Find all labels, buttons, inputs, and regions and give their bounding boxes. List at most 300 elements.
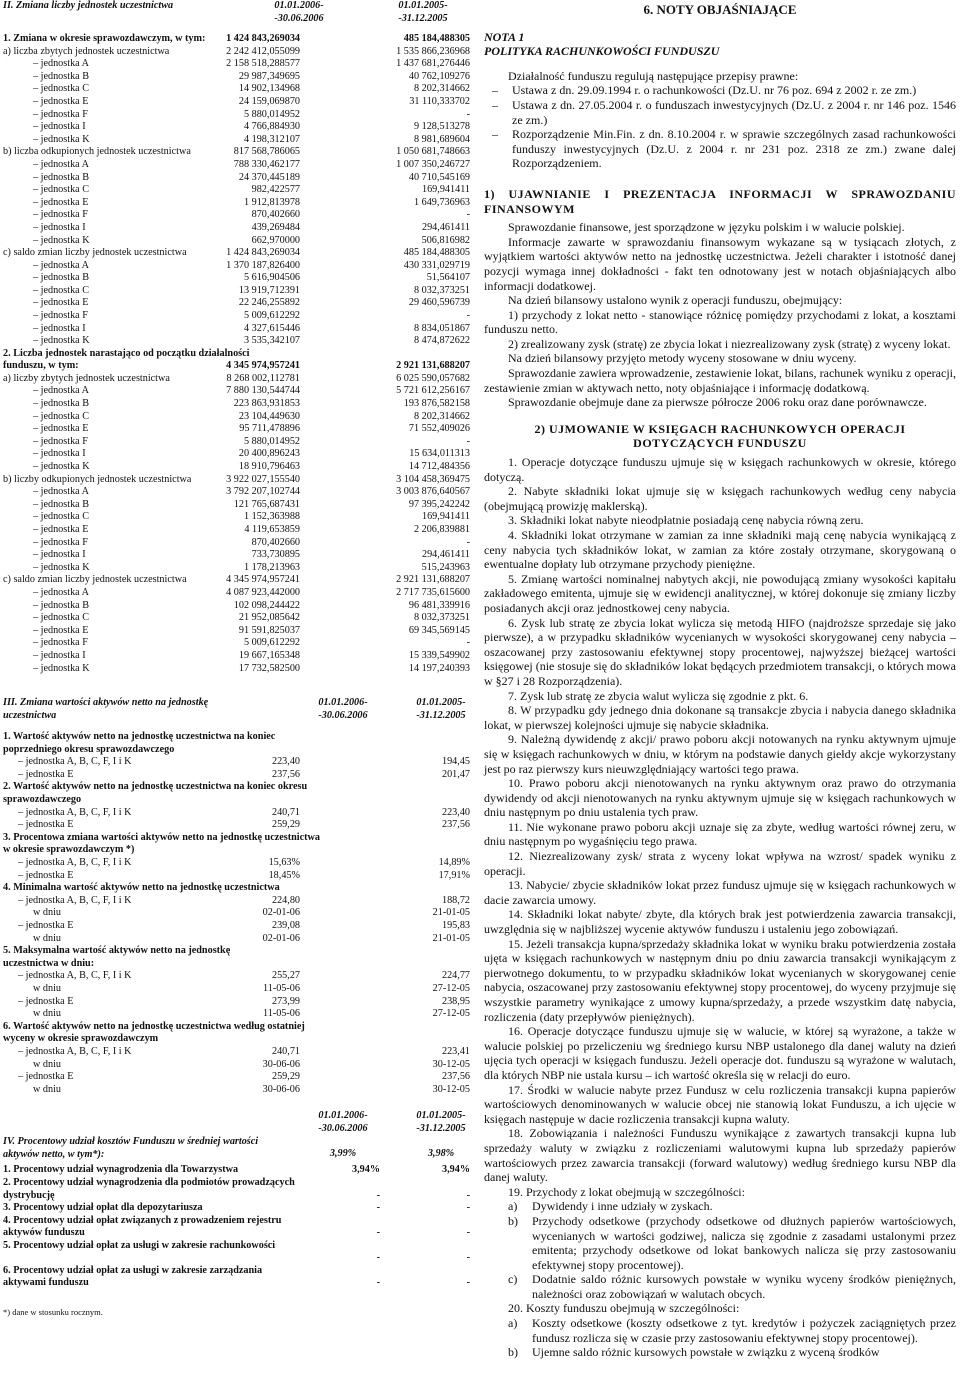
cell-v2: 515,243963	[421, 561, 470, 573]
table-row	[3, 209, 470, 222]
table-row	[3, 1240, 470, 1265]
paragraph: Na dzień bilansowy ustalono wynik z operacji funduszu, obejmujący:	[508, 293, 843, 308]
cell-v2: 1 007 350,246727	[396, 158, 470, 170]
g1b-v1: 817 568,786065	[233, 146, 300, 158]
cell-v2: 223,41	[441, 1045, 470, 1057]
g1b-row	[3, 146, 470, 159]
g1a-rows	[3, 58, 470, 146]
cell-v2: 294,461411	[421, 549, 470, 561]
paragraph: Sprawozdanie zawiera wprowadzenie, zestawienie lokat, bilans, rachunek wyniku z operacji, zestawienie zmian w aktywach netto, noty objaśniające i informację dodatkową.	[484, 366, 956, 395]
g2b-rows	[3, 486, 470, 574]
cell-v2: 14 712,484356	[408, 461, 470, 472]
g1a-label: a) liczba zbytych jednostek uczestnictwa	[3, 45, 170, 57]
table-row	[3, 983, 470, 996]
cell-v2: 69 345,569145	[408, 624, 470, 636]
list-item: – Ustawa z dn. 29.09.1994 r. o rachunkowości (Dz.U. nr 76 poz. 694 z 2002 r. ze zm.)	[484, 83, 956, 98]
cell-v2: 237,56	[441, 1071, 470, 1083]
section-iv-col1: 01.01.2006- -30.06.2006	[318, 1110, 368, 1134]
paragraph: 10. Prawo poboru akcji nienotowanych na rynku aktywnym oraz prawo do otrzymania dywidendy od akcji nienotowanych na rynku aktywnym ujmuje się w księgach rachunkowych w dniu następnym po dniu ustalenia tych praw.	[484, 776, 956, 820]
cell-lbl: – jednostka B	[33, 398, 89, 411]
table-row	[3, 411, 470, 424]
cell-lbl: – jednostka E	[18, 870, 73, 883]
g2a-label: a) liczby zbytych jednostek uczestnictwa	[3, 372, 170, 384]
cell-lbl: – jednostka K	[33, 562, 90, 575]
cell-v1: 239,08	[271, 920, 300, 931]
cell-v1: 259,29	[271, 819, 300, 831]
cell-v2: -	[466, 637, 470, 649]
cell-v2: 30-12-05	[432, 1083, 470, 1095]
cell-v2: -	[466, 1277, 470, 1289]
cell-v1: 788 330,462177	[233, 158, 300, 170]
g2c-row	[3, 574, 470, 587]
table-row	[3, 310, 470, 323]
list-text: Dodatnie saldo różnic kursowych powstałe w wyniku wyceny środków pieniężnych, należności oraz zobowiązań w walutach obcych.	[532, 1272, 956, 1301]
g2a-row	[3, 373, 470, 386]
g1b-v2: 1 050 681,748663	[396, 146, 470, 158]
g1c-row	[3, 247, 470, 260]
laws-list	[484, 83, 956, 171]
cell-v1: 18,45%	[268, 869, 300, 881]
paragraph: 5. Zmianę wartości nominalnej nabytych akcji, nie powodującą zmiany wysokości kapitału zakładowego emitenta, ujmuje się w ewidencji analitycznej, w której dokonuje się zmiany liczby posiadanych akcji oraz jednostkowej ceny nabycia.	[484, 571, 956, 615]
paragraph: 17. Środki w walucie nabyte przez Fundusz w celu rozliczenia transakcji kupna papierów wartościowych denominowanych w walucie obcej nie stanowią lokat Funduszu, a ich ujęcie w księgach następuje w dacie rozliczenia transakcji kupna waluty.	[484, 1082, 956, 1126]
cell-v2: 8 032,373251	[413, 612, 470, 624]
cell-lbl: – jednostka I	[33, 650, 86, 663]
table-row	[3, 756, 470, 769]
section-iii-header	[3, 697, 470, 725]
g2b-v1: 3 922 027,155540	[226, 473, 300, 485]
list-item: – Rozporządzenie Min.Fin. z dn. 8.10.2004 r. w sprawie szczególnych zasad rachunkowości funduszy inwestycyjnych (Dz.U. z 2004 r. nr 231 poz. 2318 ze zm.) zwane dalej Rozporządzeniem.	[484, 127, 956, 171]
table-row	[3, 461, 470, 474]
cell-lbl: – jednostka B	[33, 272, 89, 285]
cell-lbl: – jednostka B	[33, 600, 89, 613]
intro-text: Działalność funduszu regulują następujące przepisy prawne:	[508, 68, 799, 83]
cell-lbl: – jednostka A, B, C, F, I i K	[18, 895, 132, 908]
cell-v2: 193 876,582158	[403, 398, 470, 410]
nota-title: POLITYKA RACHUNKOWOŚCI FUNDUSZU	[484, 44, 720, 59]
cell-v2: 71 552,409026	[408, 423, 470, 435]
list-marker: a)	[508, 1316, 518, 1331]
list-item	[484, 1214, 956, 1272]
cell-lbl: w dniu	[33, 982, 62, 994]
section-ii-title: II. Zmiana liczby jednostek uczestnictwa	[3, 0, 174, 11]
cell-v1: 259,29	[271, 1071, 300, 1083]
cell-lbl: – jednostka C	[33, 411, 89, 424]
nota-label: NOTA 1	[484, 29, 525, 44]
cell-v2: 15 634,011313	[409, 448, 470, 460]
cell-v1: 02-01-06	[262, 907, 300, 919]
cell-v1: 870,402660	[251, 209, 300, 221]
paragraph: 6. Zysk lub stratę ze zbycia lokat wylicza się metodą HIFO (najdroższe sprzedaje się jako pierwsze), a w przypadku składników wycenianych w wysokości skorygowanej ceny nabycia – oszacowanej przy zastosowaniu efektywnej stopy procentowej, najwyższej bieżącej wartości księgowej (nie stosuje się do składników lokat będących przedmiotem transakcji, o których mowa w §27 i 28 Rozporządzenia).	[484, 615, 956, 688]
table-row	[3, 996, 470, 1009]
s3-4-title: 4. Minimalna wartość aktywów netto na jednostkę uczestnictwa	[3, 882, 280, 894]
cell-v1: 13 919,712391	[238, 284, 300, 296]
paragraph: 2. Nabyte składniki lokat ujmuje się w księgach rachunkowych według ceny nabycia (obejmującą prowizję maklerską).	[484, 484, 956, 513]
cell-lbl: w dniu	[33, 932, 62, 944]
s3-3-rows	[3, 857, 470, 882]
table-row	[3, 1215, 470, 1240]
left-column	[3, 0, 470, 1318]
cell-v1: -	[376, 1252, 380, 1264]
cell-v1: 224,80	[271, 894, 300, 906]
cell-v2: 188,72	[441, 894, 470, 906]
table-row	[3, 857, 470, 870]
cell-v1: 2 158 518,288577	[226, 58, 300, 70]
cell-v1: 4 327,615446	[243, 322, 300, 334]
paragraph: 4. Składniki lokat otrzymane w zamian za inne składniki mają cenę nabycia wynikającą z ceny nabycia tych składników lokat, w zamian za które zostały otrzymane, skorygowaną o ewentualne dopłaty lub otrzymane przychody pieniężne.	[484, 528, 956, 572]
cell-v2: -	[466, 1227, 470, 1239]
cell-v2: 201,47	[441, 768, 470, 780]
section-iv-v1: 3,99%	[329, 1148, 357, 1160]
cell-v1: 21 952,085642	[238, 612, 300, 624]
cell-lbl: – jednostka E	[18, 819, 73, 832]
cell-lbl: – jednostka E	[18, 920, 73, 933]
cell-v2: 506,816982	[421, 234, 470, 246]
cell-lbl: – jednostka A	[33, 159, 89, 172]
period-2006-header: 01.01.2006- -30.06.2006	[274, 0, 324, 24]
cell-v2: 40 762,109276	[408, 70, 470, 82]
cell-v1: 19 667,165348	[238, 649, 300, 661]
list-marker: b)	[508, 1213, 518, 1228]
cell-lbl: – jednostka A	[33, 587, 89, 600]
g2c-v1: 4 345 974,957241	[226, 574, 300, 586]
cell-v1: 22 246,255892	[238, 297, 300, 309]
g2b-row	[3, 474, 470, 487]
cell-v1: 240,71	[271, 806, 300, 818]
cell-v2: 2 717 735,615600	[396, 586, 470, 598]
paragraph: 15. Jeżeli transakcja kupna/sprzedaży składnika lokat w wyniku braku potwierdzenia została ujęta w księgach rachunkowych w następnym dniu po dniu zawarcia transakcji wynikającym z pierwotnego dokumentu, to w przypadku składników lokat wycenianych w skorygowanej cenie nabycia, oszacowanej przy zastosowaniu efektywnej stopy procentowej, do wyceny przyjmuje się wszystkie parametry wynikające z umowy kupna/sprzedaży, a przede wszystkim datę nabycia, rozliczenia (daty przepływów pieniężnych).	[484, 936, 956, 1024]
cell-v2: 3 003 876,640567	[396, 486, 470, 498]
table-row	[3, 423, 470, 436]
cell-lbl: – jednostka A	[33, 260, 89, 273]
group1-v1: 1 424 843,269034	[226, 33, 300, 44]
cell-v1: 4 198,312107	[243, 133, 300, 145]
group1-v2: 485 184,488305	[403, 33, 470, 44]
paragraph: 14. Składniki lokat nabyte/ zbyte, dla których brak jest potwierdzenia zawarcia transakcji, uwzględnia się w najbliższej wycenie aktywów funduszu i ustaleniu jego zobowiązań.	[484, 907, 956, 937]
period-2005-header: 01.01.2005- -31.12.2005	[398, 0, 448, 24]
cell-v1: 30-06-06	[262, 1058, 300, 1070]
cell-lbl: – jednostka C	[33, 285, 89, 298]
cell-lbl: – jednostka I	[33, 323, 86, 336]
paragraph: 7. Zysk lub stratę ze zbycia walut wylicza się zgodnie z pkt. 6.	[508, 688, 809, 703]
cell-v1: -	[376, 1189, 380, 1201]
cell-v1: 4 087 923,442000	[226, 586, 300, 598]
cell-v2: 5 721 612,256167	[396, 385, 470, 397]
cell-v1: 11-05-06	[263, 1008, 300, 1020]
list-item	[484, 1199, 956, 1214]
cell-lbl: – jednostka F	[33, 209, 88, 222]
g2b-label: b) liczby odkupionych jednostek uczestnictwa	[3, 473, 192, 485]
group1-title: 1. Zmiana w okresie sprawozdawczym, w tym:	[3, 33, 206, 44]
cell-lbl: – jednostka B	[33, 71, 89, 84]
item-20-list	[484, 1316, 956, 1360]
cell-lbl: – jednostka A	[33, 385, 89, 398]
cell-v2: 8 834,051867	[413, 322, 470, 334]
g1b-label: b) liczba odkupionych jednostek uczestnictwa	[3, 146, 191, 158]
table-row	[3, 197, 470, 210]
paragraph: Informacje zawarte w sprawozdaniu finansowym wykazane są w tysiącach złotych, z wyjątkiem wartości aktywów netto na jednostkę uczestnictwa. Jeżeli charakter i istotność danej pozycji wymaga innej dokładności - fakt ten odnotowany jest w notach objaśniających albo informacji dodatkowej.	[484, 234, 956, 293]
cell-v1: 5 616,904506	[243, 272, 300, 284]
cell-lbl: – jednostka A, B, C, F, I i K	[18, 857, 132, 870]
cell-lbl: – jednostka E	[18, 1071, 73, 1084]
cell-lbl: – jednostka E	[33, 423, 88, 436]
table-row	[3, 222, 470, 235]
cell-lbl: – jednostka A, B, C, F, I i K	[18, 756, 132, 769]
cell-lbl: 2. Procentowy udział wynagrodzenia dla podmiotów prowadzących dystrybucję	[3, 1176, 295, 1201]
cell-v1: 5 880,014952	[243, 435, 300, 447]
paragraph: 1) przychody z lokat netto - stanowiące różnicę pomiędzy przychodami z lokat, a kosztami funduszu netto.	[484, 307, 956, 337]
paragraph: 11. Nie wykonane prawo poboru akcji uznaje się za zbyte, według wartości równej zeru, w dniu następnym po wygaśnięciu tego prawa.	[484, 819, 956, 849]
table-row	[3, 235, 470, 248]
cell-v2: 8 032,373251	[413, 284, 470, 296]
paragraph: 13. Nabycie/ zbycie składników lokat przez fundusz ujmuje się w księgach rachunkowych w dacie zawarcia umowy.	[484, 878, 956, 907]
table-row	[3, 1046, 470, 1059]
cell-lbl: 1. Procentowy udział wynagrodzenia dla Towarzystwa	[3, 1164, 239, 1176]
s3-2-rows	[3, 807, 470, 832]
cell-v2: 40 710,545169	[408, 171, 470, 183]
cell-v2: 1 649,736963	[413, 196, 470, 208]
cell-v2: 21-01-05	[432, 932, 470, 944]
section-iii-col2: 01.01.2005- -31.12.2005	[416, 697, 466, 721]
cell-v2: -	[466, 1252, 470, 1264]
cell-v1: 223 863,931853	[233, 398, 300, 410]
cell-v2: 14 197,240393	[408, 662, 470, 674]
list-text: Przychody odsetkowe (przychody odsetkowe od dłużnych papierów wartościowych, wycenianych w wartości godziwej, nalicza się zgodnie z zasadami ustalonymi przez emitenta; przychody odsetkowe od lokat bankowych nalicza się przy zastosowaniu efektywnej stopy procentowej).	[532, 1213, 956, 1272]
paragraph: Sprawozdanie finansowe, jest sporządzone w języku polskim i w walucie polskiej.	[508, 220, 905, 235]
cell-v2: -	[466, 1189, 470, 1201]
cell-lbl: – jednostka K	[33, 134, 90, 147]
g2a-v2: 6 025 590,057682	[396, 372, 470, 384]
cell-v2: 30-12-05	[432, 1058, 470, 1070]
cell-v1: 5 009,612292	[243, 637, 300, 649]
cell-v1: 223,40	[271, 756, 300, 768]
table-row	[3, 612, 470, 625]
item-20: 20. Koszty funduszu obejmują w szczególności:	[508, 1301, 740, 1316]
s3-1-rows	[3, 756, 470, 781]
table-row	[3, 819, 470, 832]
table-row	[3, 172, 470, 185]
table-row	[3, 184, 470, 197]
cell-v1: 982,422577	[251, 184, 300, 196]
list-item	[484, 1316, 956, 1345]
paragraph: 16. Operacje dotyczące funduszu ujmuje się w walucie, w której są wyrażone, a także w walucie polskiej po przeliczeniu wg średniego kursu NBP ustalonego dla danej waluty na dzień ujęcia tych operacji w księgach funduszu. Jeżeli operacje dot. funduszu są wyrażone w walutach, dla których NBP nie ustala kursu – ich wartość określa się w relacji do euro.	[484, 1024, 956, 1082]
cell-lbl: 3. Procentowy udział opłat dla depozytariusza	[3, 1201, 203, 1213]
cell-v1: 24 159,069870	[238, 95, 300, 107]
list-text: Ujemne saldo różnic kursowych powstałe w związku z wyceną środków	[532, 1345, 880, 1360]
cell-v1: 18 910,796463	[238, 461, 300, 472]
cell-v2: -	[466, 310, 470, 322]
g1c-v2: 485 184,488305	[403, 247, 470, 259]
table-row	[3, 96, 470, 109]
cell-v1: 662,970000	[251, 234, 300, 246]
group2-title-row	[3, 348, 470, 373]
section-iv-v2: 3,98%	[427, 1148, 455, 1160]
table-row	[3, 511, 470, 524]
cell-v1: -	[376, 1277, 380, 1289]
cell-v1: 17 732,582500	[238, 662, 300, 674]
cell-v2: 21-01-05	[432, 907, 470, 919]
table-row	[3, 499, 470, 512]
table-row	[3, 159, 470, 172]
cell-lbl: – jednostka C	[33, 83, 89, 96]
cell-v1: 95 711,478896	[239, 423, 300, 435]
cell-lbl: – jednostka F	[33, 637, 88, 650]
table-row	[3, 486, 470, 499]
cell-v1: 4 766,884930	[243, 121, 300, 133]
g1a-v2: 1 535 866,236968	[396, 45, 470, 57]
cell-v1: 5 880,014952	[243, 108, 300, 120]
s3-4-rows	[3, 895, 470, 945]
cell-v1: 1 912,813978	[243, 196, 300, 208]
cell-v2: 169,941411	[421, 184, 470, 196]
cell-v2: 97 395,242242	[408, 498, 470, 510]
paragraph: 2) zrealizowany zysk (stratę) ze zbycia lokat i niezrealizowany zysk (stratę) z wyceny lokat.	[508, 336, 951, 351]
cell-v1: 439,269484	[251, 221, 300, 233]
cell-v1: 1 370 187,826400	[226, 259, 300, 271]
list-marker: c)	[508, 1272, 518, 1287]
cell-v2: 237,56	[441, 819, 470, 831]
table-row	[3, 272, 470, 285]
cell-v1: 20 400,896243	[238, 448, 300, 460]
g1c-rows	[3, 260, 470, 348]
cell-v1: 3 535,342107	[243, 335, 300, 347]
g2a-v1: 8 268 002,112781	[226, 372, 300, 384]
paragraph: 18. Zobowiązania i należności Funduszu wynikające z zawartych transakcji kupna lub sprzedaży waluty w związku z rozliczeniami walutowymi kupna lub sprzedaży papierów wartościowych przez zawarcia transakcji (forward walutowy) według średniego kursu NBP dla danej waluty.	[484, 1126, 956, 1185]
cell-lbl: – jednostka I	[33, 448, 86, 461]
cell-lbl: – jednostka E	[33, 524, 88, 537]
section-iii-col1: 01.01.2006- -30.06.2006	[318, 697, 368, 721]
cell-v2: 27-12-05	[432, 982, 470, 994]
g2c-label: c) saldo zmian liczby jednostek uczestnictwa	[3, 574, 187, 586]
paragraph: 1. Operacje dotyczące funduszu ujmuje się w księgach rachunkowych w okresie, którego dotyczą.	[484, 455, 956, 484]
table-row	[3, 650, 470, 663]
group1-title-row	[3, 33, 470, 46]
cell-lbl: – jednostka K	[33, 461, 90, 474]
cell-v1: 15,63%	[268, 857, 300, 869]
cell-lbl: w dniu	[33, 907, 62, 919]
table-row	[3, 537, 470, 550]
cell-lbl: – jednostka K	[33, 663, 90, 676]
g1a-v1: 2 242 412,055099	[226, 45, 300, 57]
section-ii-header	[3, 0, 470, 25]
table-row	[3, 807, 470, 820]
list-item	[484, 1272, 956, 1301]
cell-lbl: – jednostka E	[33, 625, 88, 638]
cell-v1: 91 591,825037	[238, 624, 300, 636]
cell-v2: -	[466, 536, 470, 548]
table-row	[3, 562, 470, 575]
table-row	[3, 769, 470, 782]
cell-v1: 7 880 130,544744	[226, 385, 300, 397]
cell-lbl: – jednostka A, B, C, F, I i K	[18, 807, 132, 820]
table-row	[3, 83, 470, 96]
cell-lbl: – jednostka I	[33, 121, 86, 134]
cell-v2: 2 206,839881	[413, 523, 470, 535]
table-row	[3, 549, 470, 562]
g2c-v2: 2 921 131,688207	[396, 574, 470, 586]
cell-v1: 733,730895	[251, 549, 300, 561]
list-text: Koszty odsetkowe (koszty odsetkowe z tyt. kredytów i pożyczek zaciągniętych przez fundusz rozlicza się w czasie przy zastosowaniu efektywnej stopy procentowej).	[532, 1316, 956, 1345]
cell-lbl: – jednostka E	[33, 96, 88, 109]
cell-v2: 17,91%	[438, 869, 470, 881]
cell-v1: 102 098,244422	[233, 599, 300, 611]
table-row	[3, 895, 470, 908]
cell-lbl: – jednostka C	[33, 184, 89, 197]
table-row	[3, 260, 470, 273]
paragraph: 19. Przychody z lokat obejmują w szczególności:	[508, 1184, 745, 1199]
table-row	[3, 398, 470, 411]
cell-v1: 23 104,449630	[238, 410, 300, 422]
cell-lbl: – jednostka A	[33, 486, 89, 499]
table-row	[3, 285, 470, 298]
cell-lbl: w dniu	[33, 1058, 62, 1070]
s3-6-rows	[3, 1046, 470, 1096]
table-row	[3, 109, 470, 122]
s3-5-rows	[3, 970, 470, 1020]
paragraph: 3. Składniki lokat nabyte nieodpłatnie posiadają cenę nabycia równą zeru.	[508, 513, 864, 528]
cell-lbl: – jednostka A, B, C, F, I i K	[18, 1046, 132, 1059]
cell-v2: 8 202,314662	[413, 410, 470, 422]
cell-v1: 1 152,363988	[243, 511, 300, 523]
paragraph: 8. W przypadku gdy jednego dnia dokonane są transakcje zbycia i nabycia danego składnika lokat, w pierwszej kolejności ujmuje się nabycie składnika.	[484, 703, 956, 732]
cell-v1: -	[376, 1227, 380, 1239]
table-row	[3, 933, 470, 946]
cell-v2: 27-12-05	[432, 1008, 470, 1020]
cell-v2: 1 437 681,276446	[396, 58, 470, 70]
s4-rows	[3, 1164, 470, 1289]
cell-lbl: – jednostka B	[33, 172, 89, 185]
table-row	[3, 587, 470, 600]
g1b-rows	[3, 159, 470, 247]
cell-lbl: – jednostka I	[33, 222, 86, 235]
cell-v2: 96 481,339916	[408, 599, 470, 611]
table-row	[3, 970, 470, 983]
table-row	[3, 335, 470, 348]
table-row	[3, 1202, 470, 1215]
table-row	[3, 58, 470, 71]
table-row	[3, 1265, 470, 1290]
table-row	[3, 637, 470, 650]
table-row	[3, 1059, 470, 1072]
table-row	[3, 297, 470, 310]
table-row	[3, 663, 470, 676]
s3-1-title: 1. Wartość aktywów netto na jednostkę uczestnictwa na koniec poprzedniego okresu sprawozdawczego	[3, 731, 276, 755]
table-row	[3, 1084, 470, 1097]
cell-v1: 29 987,349695	[238, 70, 300, 82]
g2a-rows	[3, 385, 470, 473]
cell-v2: 194,45	[441, 756, 470, 768]
cell-v2: 8 202,314662	[413, 83, 470, 95]
g2b-v2: 3 104 458,369475	[396, 473, 470, 485]
table-row	[3, 1164, 470, 1177]
cell-v2: 8 981,689604	[413, 133, 470, 145]
table-row	[3, 448, 470, 461]
cell-lbl: – jednostka F	[33, 537, 88, 550]
cell-v2: 223,40	[441, 806, 470, 818]
paragraph: 12. Niezrealizowany zysk/ strata z wyceny lokat wpływa na wzrost/ spadek wyniku z operacji.	[484, 849, 956, 878]
cell-lbl: – jednostka C	[33, 612, 89, 625]
table-row	[3, 1008, 470, 1021]
paragraph: Na dzień bilansowy przyjęto metody wyceny stosowane w dniu wyceny.	[508, 351, 857, 366]
cell-v1: 5 009,612292	[243, 310, 300, 322]
g1a-row	[3, 46, 470, 59]
cell-v2: 430 331,029719	[403, 259, 470, 271]
cell-v2: 31 110,333702	[409, 95, 470, 107]
cell-v1: 02-01-06	[262, 932, 300, 944]
heading-2: 2) UJMOWANIE W KSIĘGACH RACHUNKOWYCH OPERACJI DOTYCZĄCYCH FUNDUSZU	[534, 421, 906, 451]
cell-v2: 8 474,872622	[413, 335, 470, 347]
cell-v1: 240,71	[271, 1045, 300, 1057]
group2-v2: 2 921 131,688207	[396, 360, 470, 372]
